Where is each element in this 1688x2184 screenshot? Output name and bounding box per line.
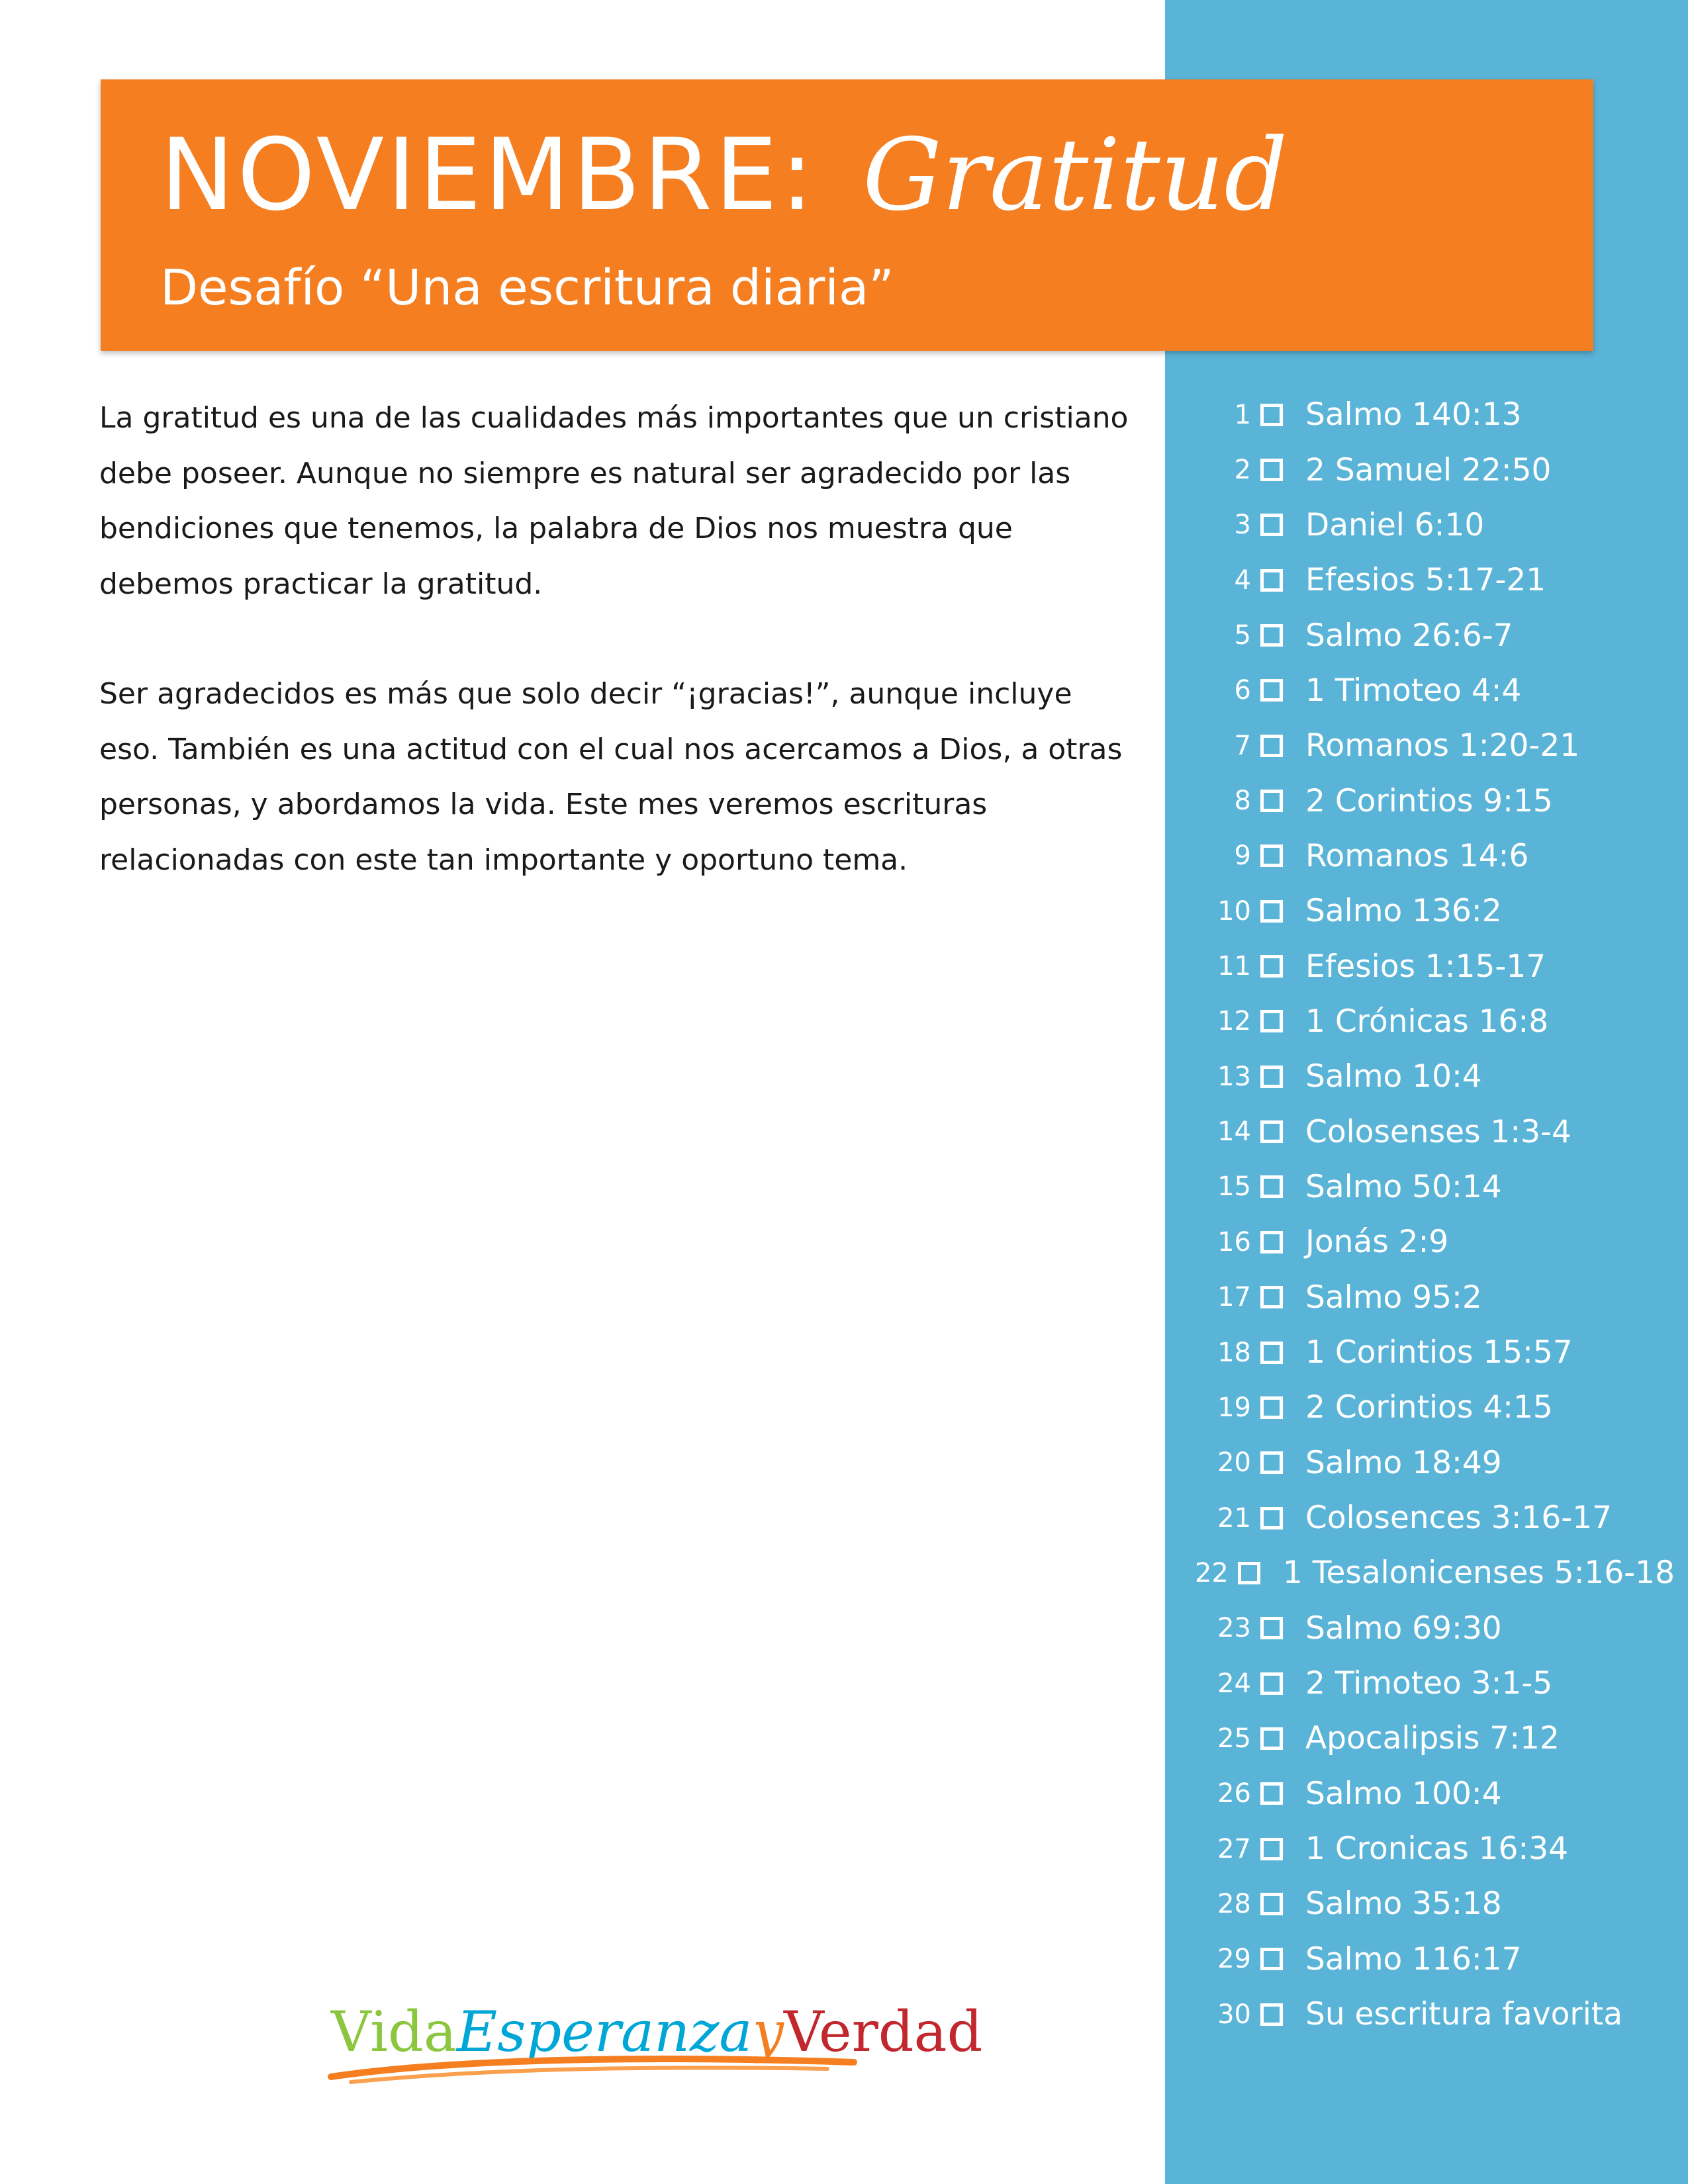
checkbox[interactable]	[1260, 1672, 1283, 1695]
checklist-item	[1185, 1656, 1675, 1711]
verse-reference: Jonás 2:9	[1305, 1224, 1449, 1261]
day-number: 3	[1234, 510, 1251, 541]
checklist-item	[1185, 442, 1675, 497]
day-number: 19	[1217, 1392, 1251, 1423]
verse-reference: Efesios 1:15-17	[1305, 948, 1546, 985]
checklist-item	[1185, 1160, 1675, 1214]
day-number: 2	[1234, 455, 1251, 486]
verse-reference: 2 Corintios 4:15	[1305, 1389, 1553, 1426]
day-number: 26	[1217, 1778, 1251, 1809]
checklist-item	[1185, 1380, 1675, 1435]
checkbox[interactable]	[1260, 790, 1283, 812]
intro-text	[99, 390, 1132, 942]
verse-reference: Salmo 69:30	[1305, 1610, 1502, 1647]
checkbox[interactable]	[1260, 1451, 1283, 1474]
checklist-item	[1185, 1711, 1675, 1766]
checklist-item	[1185, 1545, 1675, 1600]
title-month: NOVIEMBRE:	[160, 118, 817, 233]
logo-word-vida: Vida	[331, 1999, 457, 2064]
checkbox[interactable]	[1260, 844, 1283, 867]
checklist-item	[1185, 1766, 1675, 1821]
checklist-item	[1185, 1601, 1675, 1656]
checklist-item	[1185, 773, 1675, 828]
checklist-item	[1185, 1325, 1675, 1380]
verse-reference: Colosenses 1:3-4	[1305, 1113, 1571, 1150]
checkbox[interactable]	[1260, 1175, 1283, 1198]
verse-reference: Salmo 136:2	[1305, 893, 1502, 930]
checklist-item	[1185, 1435, 1675, 1490]
checkbox[interactable]	[1260, 1120, 1283, 1143]
verse-reference: Salmo 10:4	[1305, 1058, 1482, 1095]
checkbox[interactable]	[1260, 1617, 1283, 1639]
checkbox[interactable]	[1260, 1727, 1283, 1750]
day-number: 6	[1234, 675, 1251, 706]
checklist-item	[1185, 1932, 1675, 1987]
day-number: 15	[1217, 1171, 1251, 1203]
title-banner	[101, 79, 1593, 351]
verse-reference: Salmo 95:2	[1305, 1279, 1482, 1316]
checklist-item	[1185, 884, 1675, 938]
day-number: 1	[1234, 399, 1251, 430]
checkbox[interactable]	[1260, 1948, 1283, 1970]
checklist-item	[1185, 938, 1675, 993]
checklist-item	[1185, 608, 1675, 662]
day-number: 12	[1217, 1006, 1251, 1037]
day-number: 13	[1217, 1061, 1251, 1092]
checklist-item	[1185, 663, 1675, 718]
checkbox[interactable]	[1260, 1838, 1283, 1860]
checklist-item	[1185, 1049, 1675, 1104]
checkbox[interactable]	[1260, 1507, 1283, 1529]
checklist-item	[1185, 498, 1675, 553]
day-number: 17	[1217, 1282, 1251, 1313]
checkbox[interactable]	[1260, 1066, 1283, 1088]
verse-reference: Efesios 5:17-21	[1305, 562, 1546, 599]
title-theme: Gratitud	[863, 118, 1288, 233]
checkbox[interactable]	[1260, 955, 1283, 978]
verse-reference: Colosences 3:16-17	[1305, 1500, 1613, 1537]
day-number: 18	[1217, 1337, 1251, 1368]
verse-reference: Romanos 14:6	[1305, 837, 1529, 874]
verse-reference: Su escritura favorita	[1305, 1996, 1622, 2033]
day-number: 23	[1217, 1613, 1251, 1644]
checkbox[interactable]	[1260, 1396, 1283, 1419]
verse-reference: Salmo 35:18	[1305, 1886, 1502, 1923]
day-number: 11	[1217, 951, 1251, 982]
day-number: 25	[1217, 1723, 1251, 1754]
checkbox[interactable]	[1260, 404, 1283, 426]
verse-reference: 1 Tesalonicenses 5:16-18	[1282, 1555, 1675, 1592]
logo-word-y: y	[752, 1999, 784, 2064]
verse-reference: Salmo 26:6-7	[1305, 617, 1513, 654]
verse-reference: 1 Timoteo 4:4	[1305, 672, 1522, 709]
checklist-item	[1185, 1987, 1675, 2042]
page-subtitle: Desafío “Una escritura diaria”	[160, 259, 894, 316]
checkbox[interactable]	[1260, 624, 1283, 647]
checkbox[interactable]	[1260, 1342, 1283, 1364]
day-number: 14	[1217, 1116, 1251, 1148]
scripture-checklist	[1185, 387, 1675, 2042]
checklist-item	[1185, 1270, 1675, 1325]
verse-reference: Apocalipsis 7:12	[1305, 1720, 1560, 1757]
checklist-item	[1185, 387, 1675, 442]
day-number: 10	[1217, 895, 1251, 927]
checklist-item	[1185, 1214, 1675, 1269]
intro-paragraph-1: La gratitud es una de las cualidades más importantes que un cristiano debe poseer. Aunque no siempre es natural ser agradecido por las bendiciones que tenemos, la palabra de Dios nos muestra que debemos practicar la gratitud.	[99, 401, 1129, 601]
intro-paragraph-2: Ser agradecidos es más que solo decir “¡gracias!”, aunque incluye eso. También es una actitud con el cual nos acercamos a Dios, a otras personas, y abordamos la vida. Este mes veremos escrituras relacionadas con este tan importante y oportuno tema.	[99, 677, 1123, 877]
checklist-item	[1185, 829, 1675, 884]
checklist-item	[1185, 718, 1675, 773]
day-number: 22	[1194, 1557, 1229, 1588]
day-number: 28	[1217, 1888, 1251, 1919]
verse-reference: 2 Timoteo 3:1-5	[1305, 1665, 1553, 1702]
day-number: 30	[1217, 1999, 1251, 2030]
checklist-item	[1185, 1821, 1675, 1876]
checkbox[interactable]	[1260, 569, 1283, 592]
verse-reference: 1 Corintios 15:57	[1305, 1334, 1573, 1371]
day-number: 16	[1217, 1226, 1251, 1257]
checkbox[interactable]	[1260, 459, 1283, 481]
day-number: 9	[1234, 841, 1251, 872]
logo-word-esperanza: Esperanza	[456, 1999, 753, 2064]
verse-reference: 1 Crónicas 16:8	[1305, 1003, 1549, 1040]
verse-reference: Salmo 100:4	[1305, 1775, 1502, 1812]
checklist-item	[1185, 1490, 1675, 1545]
day-number: 21	[1217, 1502, 1251, 1533]
verse-reference: Romanos 1:20-21	[1305, 727, 1580, 764]
day-number: 5	[1234, 620, 1251, 651]
logo-word-verdad: Verdad	[783, 1999, 983, 2064]
day-number: 29	[1217, 1944, 1251, 1975]
checkbox[interactable]	[1260, 1286, 1283, 1308]
verse-reference: Salmo 50:14	[1305, 1168, 1502, 1205]
page-title	[160, 119, 1288, 232]
checkbox[interactable]	[1260, 2003, 1283, 2026]
day-number: 4	[1234, 565, 1251, 596]
day-number: 27	[1217, 1833, 1251, 1864]
checkbox[interactable]	[1260, 1893, 1283, 1915]
verse-reference: 2 Corintios 9:15	[1305, 782, 1553, 819]
checklist-item	[1185, 994, 1675, 1049]
checkbox[interactable]	[1260, 1010, 1283, 1032]
checkbox[interactable]	[1238, 1562, 1260, 1584]
checkbox[interactable]	[1260, 735, 1283, 757]
verse-reference: 2 Samuel 22:50	[1305, 451, 1552, 488]
day-number: 7	[1234, 730, 1251, 761]
checkbox[interactable]	[1260, 900, 1283, 923]
checklist-item	[1185, 553, 1675, 608]
logo-swash-icon	[324, 2050, 867, 2090]
checkbox[interactable]	[1260, 1782, 1283, 1805]
checkbox[interactable]	[1260, 679, 1283, 702]
day-number: 8	[1234, 786, 1251, 817]
checkbox[interactable]	[1260, 1231, 1283, 1253]
day-number: 20	[1217, 1447, 1251, 1479]
checkbox[interactable]	[1260, 514, 1283, 536]
checklist-item	[1185, 1104, 1675, 1159]
day-number: 24	[1217, 1668, 1251, 1699]
checklist-item	[1185, 1876, 1675, 1931]
verse-reference: Salmo 18:49	[1305, 1444, 1502, 1481]
verse-reference: Salmo 116:17	[1305, 1940, 1522, 1978]
verse-reference: 1 Cronicas 16:34	[1305, 1831, 1569, 1868]
verse-reference: Daniel 6:10	[1305, 506, 1485, 543]
vida-esperanza-verdad-logo	[324, 1999, 983, 2091]
verse-reference: Salmo 140:13	[1305, 396, 1522, 433]
